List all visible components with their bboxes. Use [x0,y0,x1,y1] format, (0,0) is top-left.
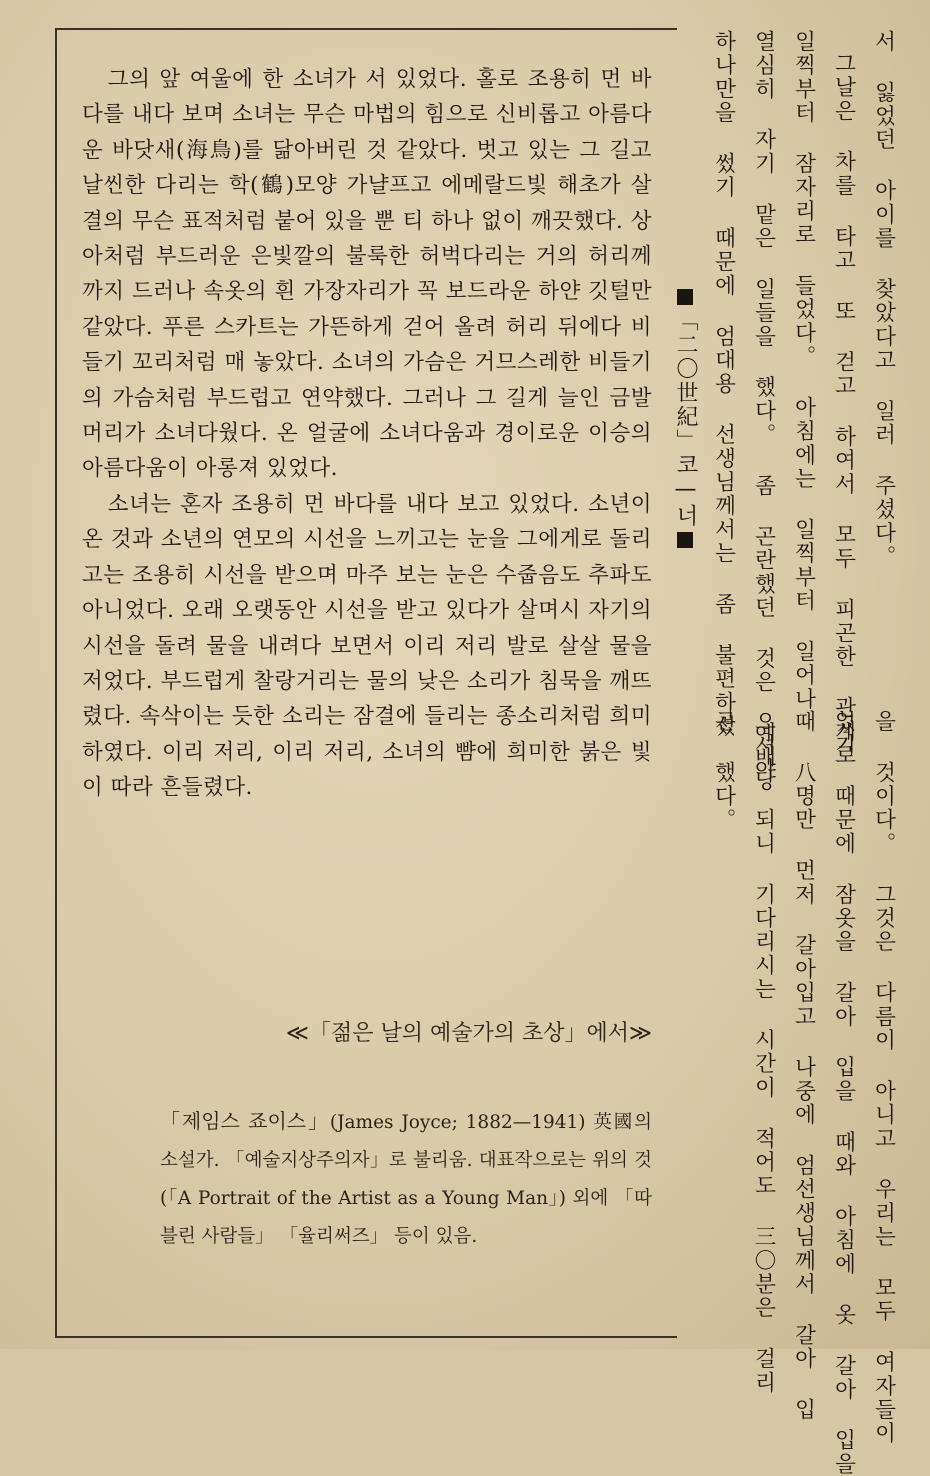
section-title: 「二〇世紀」코—너 [673,309,698,528]
vertical-line: 그날은 차를 타고 또 걷고 하여서 모두 피곤한 관계로 [831,52,856,768]
author-bio [160,1102,652,1256]
section-header [670,285,701,552]
author-lifespan: (James Joyce; 1882—1941) [329,1112,586,1133]
vertical-line: 일찍부터 잠자리로 들었다。 아침에는 일찍부터 일어나 [791,30,816,712]
vertical-line: 열심히 자기 맡은 일들을 했다。 좀 곤란했던 것은 예배당 [751,30,776,793]
excerpt-source: ≪「젊은 날의 예술가의 초상」에서≫ [285,1021,652,1046]
excerpt-text [82,62,652,806]
vertical-text-area [700,30,900,1476]
author-name: 「제임스 죠이스」 [160,1109,330,1133]
vertical-line: 었기 때문에 잠옷을 갈아 입을 때와 아침에 옷 갈아 입을 [831,710,856,1476]
vertical-line: 서 잃었던 아이를 찾았다고 일러 주셨다。 [871,30,896,569]
excerpt-paragraph-1: 그의 앞 여울에 한 소녀가 서 있었다. 홀로 조용히 먼 바다를 내다 보며 소녀는 무슨 마법의 힘으로 신비롭고 아름다운 바닷새(海鳥)를 닮아버린 것 같았다. 벗고 있는 그 길고 날씬한 다리는 학(鶴)모양 가냘프고 에메랄드빛 해초가 살결의 무슨 표적처럼 붙어 있을 뿐 티 하나 없이 깨끗했다. 상아처럼 부드러운 은빛깔의 불룩한 허벅다리는 거의 허리께까지 드러나 속옷의 흰 가장자리가 꼭 보드라운 하얀 깃털만 같았다. 푸른 스카트는 가뜬하게 걷어 올려 허리 뒤에다 비들기 꼬리처럼 매 놓았다. 소녀의 가슴은 거므스레한 비들기의 가슴처럼 부드럽고 연약했다. 그러나 그 길게 늘인 금발 머리가 소녀다웠다. 온 얼굴에 소녀다움과 경이로운 이승의 아름다움이 아롱져 있었다. [82,67,652,482]
vertical-line: 으셔야 되니 기다리시는 시간이 적어도 三〇분은 걸리 [751,710,776,1395]
square-bullet-icon [677,289,693,305]
square-bullet-icon [677,532,693,548]
vertical-line: 때 八명만 먼저 갈아입고 나중에 엄선생님께서 갈아 입 [791,710,816,1422]
excerpt-paragraph-2: 소녀는 혼자 조용히 먼 바다를 내다 보고 있었다. 소년이 온 것과 소년의 연모의 시선을 느끼고는 눈을 그에게로 돌리고는 조용히 시선을 받으며 마주 보는 눈은 수줍음도 추파도 아니었다. 오래 오랫동안 시선을 받고 있다가 살며시 자기의 시선을 돌려 물을 내려다 보면서 이리 저리 발로 살살 물을 저었다. 부드럽게 찰랑거리는 물의 낮은 소리가 침묵을 깨뜨렸다. 속삭이는 듯한 소리는 잠결에 들리는 종소리처럼 희미하였다. 이리 저리, 이리 저리, 소녀의 뺨에 희미한 붉은 빛이 따라 흔들렸다. [82,491,652,801]
vertical-line: 을 것이다。 그것은 다름이 아니고 우리는 모두 여자들이 [871,710,896,1446]
vertical-line: 하나만을 썼기 때문에 엄대용 선생님께서는 좀 불편하셨 [711,30,736,739]
vertical-line: 곤 했다。 [711,710,736,832]
author-description: 英國의 소설가. 「예술지상주의자」로 불리움. 대표작으로는 위의 것(「A Portrait of the Artist as a Young Man」) 외에 「따블린 사람들」 「율리써즈」 등이 있음. [160,1112,653,1247]
